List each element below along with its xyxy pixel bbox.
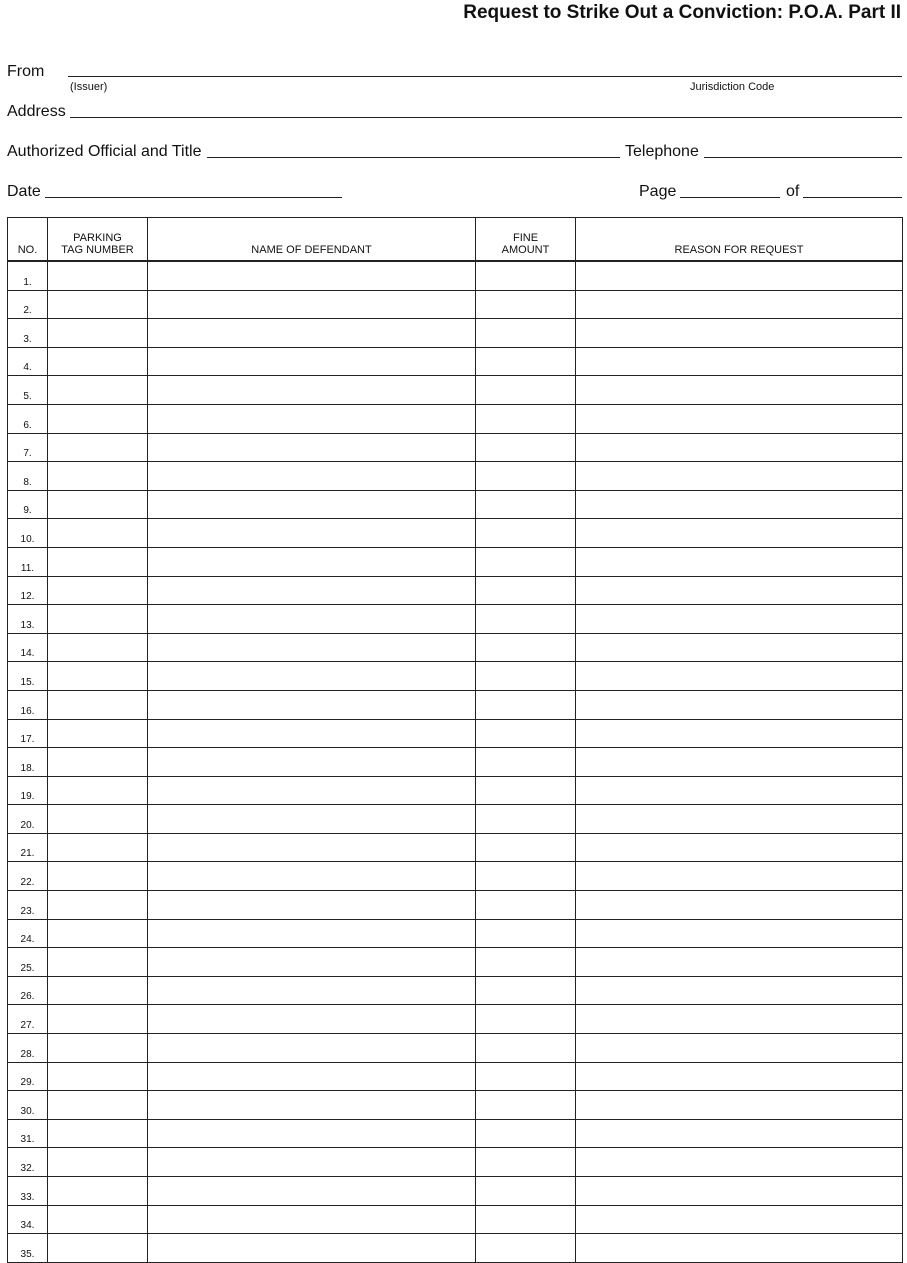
table-row [8,662,903,691]
fine-amount-cell[interactable] [476,319,576,348]
fine-amount-cell[interactable] [476,404,576,433]
defendant-name-cell[interactable] [148,319,476,348]
fine-amount-cell[interactable] [476,805,576,834]
date-input-line[interactable] [45,197,342,198]
defendant-name-cell[interactable] [148,662,476,691]
row-number: 31. [8,1119,48,1148]
defendant-name-cell[interactable] [148,1091,476,1120]
table-row [8,805,903,834]
row-number: 8. [8,462,48,491]
defendant-name-cell[interactable] [148,605,476,634]
parking-tag-number-cell[interactable] [48,319,148,348]
fine-amount-cell[interactable] [476,862,576,891]
fine-amount-cell[interactable] [476,919,576,948]
parking-tag-number-cell[interactable] [48,1234,148,1263]
official-title-label: Authorized Official and Title [7,143,202,160]
parking-tag-number-cell[interactable] [48,1034,148,1063]
reason-cell[interactable] [576,976,903,1005]
fine-amount-cell[interactable] [476,290,576,319]
form-title: Request to Strike Out a Conviction: P.O.A. Part II [463,2,901,23]
fine-amount-cell[interactable] [476,1034,576,1063]
parking-tag-number-cell[interactable] [48,404,148,433]
table-row [8,1034,903,1063]
fine-amount-cell[interactable] [476,547,576,576]
fine-amount-cell[interactable] [476,1148,576,1177]
date-label: Date [7,183,41,200]
reason-cell[interactable] [576,662,903,691]
defendant-name-cell[interactable] [148,719,476,748]
parking-tag-number-cell[interactable] [48,690,148,719]
reason-cell[interactable] [576,1119,903,1148]
defendant-name-cell[interactable] [148,490,476,519]
reason-cell[interactable] [576,1062,903,1091]
row-number: 16. [8,690,48,719]
defendant-name-cell[interactable] [148,519,476,548]
row-number: 10. [8,519,48,548]
table-row [8,919,903,948]
page-number-input-line[interactable] [680,197,780,198]
defendant-name-cell[interactable] [148,261,476,290]
parking-tag-number-cell[interactable] [48,547,148,576]
defendant-name-cell[interactable] [148,547,476,576]
reason-cell[interactable] [576,462,903,491]
row-number: 12. [8,576,48,605]
defendant-name-cell[interactable] [148,833,476,862]
fine-amount-cell[interactable] [476,376,576,405]
defendant-name-cell[interactable] [148,1062,476,1091]
parking-tag-number-cell[interactable] [48,1062,148,1091]
table-header-row [8,218,903,262]
fine-amount-cell[interactable] [476,462,576,491]
reason-cell[interactable] [576,1205,903,1234]
table-row [8,433,903,462]
fine-amount-cell[interactable] [476,347,576,376]
reason-cell[interactable] [576,948,903,977]
reason-cell[interactable] [576,862,903,891]
reason-cell[interactable] [576,919,903,948]
reason-cell[interactable] [576,805,903,834]
address-input-line[interactable] [70,117,902,118]
table-row [8,404,903,433]
table-body [8,261,903,1262]
parking-tag-number-cell[interactable] [48,805,148,834]
fine-amount-cell[interactable] [476,605,576,634]
defendant-name-cell[interactable] [148,1177,476,1206]
reason-cell[interactable] [576,1091,903,1120]
parking-tag-number-cell[interactable] [48,719,148,748]
row-number: 19. [8,776,48,805]
parking-tag-number-cell[interactable] [48,976,148,1005]
row-number: 15. [8,662,48,691]
row-number: 1. [8,261,48,290]
row-number: 32. [8,1148,48,1177]
fine-amount-cell[interactable] [476,1091,576,1120]
row-number: 9. [8,490,48,519]
reason-cell[interactable] [576,776,903,805]
fine-amount-cell[interactable] [476,690,576,719]
table-row [8,605,903,634]
reason-cell[interactable] [576,1234,903,1263]
telephone-label: Telephone [625,143,699,160]
table-row [8,1148,903,1177]
table-row [8,748,903,777]
defendant-name-cell[interactable] [148,633,476,662]
from-input-line[interactable] [68,76,902,77]
header-tag-line1: PARKING [73,232,122,244]
header-fine-amount [476,218,576,262]
defendant-name-cell[interactable] [148,776,476,805]
reason-cell[interactable] [576,347,903,376]
table-row [8,319,903,348]
fine-amount-cell[interactable] [476,519,576,548]
defendant-name-cell[interactable] [148,862,476,891]
fine-amount-cell[interactable] [476,776,576,805]
defendant-name-cell[interactable] [148,462,476,491]
row-number: 18. [8,748,48,777]
defendant-name-cell[interactable] [148,1119,476,1148]
defendant-name-cell[interactable] [148,1005,476,1034]
defendant-name-cell[interactable] [148,433,476,462]
fine-amount-cell[interactable] [476,1234,576,1263]
parking-tag-number-cell[interactable] [48,1091,148,1120]
fine-amount-cell[interactable] [476,1062,576,1091]
parking-tag-number-cell[interactable] [48,1119,148,1148]
fine-amount-cell[interactable] [476,833,576,862]
header-no: NO. [8,218,48,262]
table-row [8,948,903,977]
parking-tag-number-cell[interactable] [48,433,148,462]
fine-amount-cell[interactable] [476,1177,576,1206]
defendant-name-cell[interactable] [148,919,476,948]
fine-amount-cell[interactable] [476,748,576,777]
parking-tag-number-cell[interactable] [48,519,148,548]
header-parking-tag-number [48,218,148,262]
reason-cell[interactable] [576,376,903,405]
parking-tag-number-cell[interactable] [48,891,148,920]
parking-tag-number-cell[interactable] [48,948,148,977]
parking-tag-number-cell[interactable] [48,261,148,290]
parking-tag-number-cell[interactable] [48,862,148,891]
table-row [8,1005,903,1034]
table-row [8,1205,903,1234]
row-number: 4. [8,347,48,376]
table-row [8,462,903,491]
table-row [8,862,903,891]
telephone-input-line[interactable] [704,157,902,158]
parking-tag-number-cell[interactable] [48,633,148,662]
reason-cell[interactable] [576,1148,903,1177]
row-number: 20. [8,805,48,834]
reason-cell[interactable] [576,576,903,605]
fine-amount-cell[interactable] [476,633,576,662]
defendant-name-cell[interactable] [148,347,476,376]
fine-amount-cell[interactable] [476,662,576,691]
row-number: 11. [8,547,48,576]
reason-cell[interactable] [576,833,903,862]
fine-amount-cell[interactable] [476,719,576,748]
reason-cell[interactable] [576,404,903,433]
table-row [8,576,903,605]
row-number: 14. [8,633,48,662]
fine-amount-cell[interactable] [476,490,576,519]
defendant-name-cell[interactable] [148,376,476,405]
header-name-of-defendant: NAME OF DEFENDANT [148,218,476,262]
table-row [8,776,903,805]
row-number: 13. [8,605,48,634]
defendant-name-cell[interactable] [148,290,476,319]
defendant-name-cell[interactable] [148,576,476,605]
issuer-caption: (Issuer) [70,81,108,93]
row-number: 25. [8,948,48,977]
row-number: 5. [8,376,48,405]
reason-cell[interactable] [576,433,903,462]
defendant-name-cell[interactable] [148,404,476,433]
row-number: 23. [8,891,48,920]
parking-tag-number-cell[interactable] [48,1205,148,1234]
header-tag-line2: TAG NUMBER [61,244,134,256]
header-reason-for-request: REASON FOR REQUEST [576,218,903,262]
defendant-name-cell[interactable] [148,1205,476,1234]
jurisdiction-code-caption: Jurisdiction Code [690,81,775,93]
reason-cell[interactable] [576,261,903,290]
row-number: 27. [8,1005,48,1034]
fine-amount-cell[interactable] [476,1119,576,1148]
row-number: 17. [8,719,48,748]
defendant-name-cell[interactable] [148,1234,476,1263]
table-row [8,490,903,519]
table-row [8,347,903,376]
table-row [8,1234,903,1263]
row-number: 2. [8,290,48,319]
reason-cell[interactable] [576,1005,903,1034]
table-row [8,547,903,576]
defendant-name-cell[interactable] [148,690,476,719]
reason-cell[interactable] [576,719,903,748]
row-number: 26. [8,976,48,1005]
from-label: From [7,63,45,80]
reason-cell[interactable] [576,690,903,719]
table-row [8,891,903,920]
defendant-name-cell[interactable] [148,805,476,834]
fine-amount-cell[interactable] [476,576,576,605]
fine-amount-cell[interactable] [476,1205,576,1234]
parking-tag-number-cell[interactable] [48,1148,148,1177]
reason-cell[interactable] [576,1177,903,1206]
defendant-name-cell[interactable] [148,748,476,777]
reason-cell[interactable] [576,547,903,576]
table-row [8,1062,903,1091]
parking-tag-number-cell[interactable] [48,490,148,519]
row-number: 24. [8,919,48,948]
official-title-input-line[interactable] [207,157,620,158]
parking-tag-number-cell[interactable] [48,748,148,777]
defendant-name-cell[interactable] [148,1148,476,1177]
parking-tag-number-cell[interactable] [48,662,148,691]
reason-cell[interactable] [576,319,903,348]
table-row [8,690,903,719]
parking-tag-number-cell[interactable] [48,605,148,634]
defendant-name-cell[interactable] [148,976,476,1005]
parking-tag-number-cell[interactable] [48,462,148,491]
row-number: 33. [8,1177,48,1206]
table-row [8,376,903,405]
parking-tag-number-cell[interactable] [48,1177,148,1206]
reason-cell[interactable] [576,605,903,634]
fine-amount-cell[interactable] [476,891,576,920]
parking-tag-number-cell[interactable] [48,347,148,376]
reason-cell[interactable] [576,891,903,920]
row-number: 3. [8,319,48,348]
parking-tag-number-cell[interactable] [48,776,148,805]
parking-tag-number-cell[interactable] [48,376,148,405]
header-fine-line2: AMOUNT [501,244,550,256]
table-row [8,290,903,319]
parking-tag-number-cell[interactable] [48,576,148,605]
reason-cell[interactable] [576,290,903,319]
defendant-name-cell[interactable] [148,948,476,977]
table-row [8,633,903,662]
fine-amount-cell[interactable] [476,948,576,977]
row-number: 34. [8,1205,48,1234]
row-number: 30. [8,1091,48,1120]
request-table [7,217,903,1263]
reason-cell[interactable] [576,748,903,777]
reason-cell[interactable] [576,490,903,519]
row-number: 35. [8,1234,48,1263]
parking-tag-number-cell[interactable] [48,833,148,862]
defendant-name-cell[interactable] [148,891,476,920]
row-number: 28. [8,1034,48,1063]
fine-amount-cell[interactable] [476,433,576,462]
page-label: Page [639,183,677,200]
reason-cell[interactable] [576,1034,903,1063]
fine-amount-cell[interactable] [476,261,576,290]
parking-tag-number-cell[interactable] [48,1005,148,1034]
table-row [8,519,903,548]
row-number: 29. [8,1062,48,1091]
header-fine-line1: FINE [512,232,539,244]
row-number: 21. [8,833,48,862]
table-row [8,261,903,290]
row-number: 22. [8,862,48,891]
reason-cell[interactable] [576,633,903,662]
table-row [8,1091,903,1120]
table-row [8,1119,903,1148]
row-number: 7. [8,433,48,462]
reason-cell[interactable] [576,519,903,548]
fine-amount-cell[interactable] [476,1005,576,1034]
row-number: 6. [8,404,48,433]
parking-tag-number-cell[interactable] [48,919,148,948]
fine-amount-cell[interactable] [476,976,576,1005]
table-row [8,833,903,862]
table-row [8,976,903,1005]
parking-tag-number-cell[interactable] [48,290,148,319]
table-row [8,1177,903,1206]
of-label: of [786,183,800,200]
defendant-name-cell[interactable] [148,1034,476,1063]
table-row [8,719,903,748]
address-label: Address [7,103,66,120]
page-total-input-line[interactable] [803,197,902,198]
